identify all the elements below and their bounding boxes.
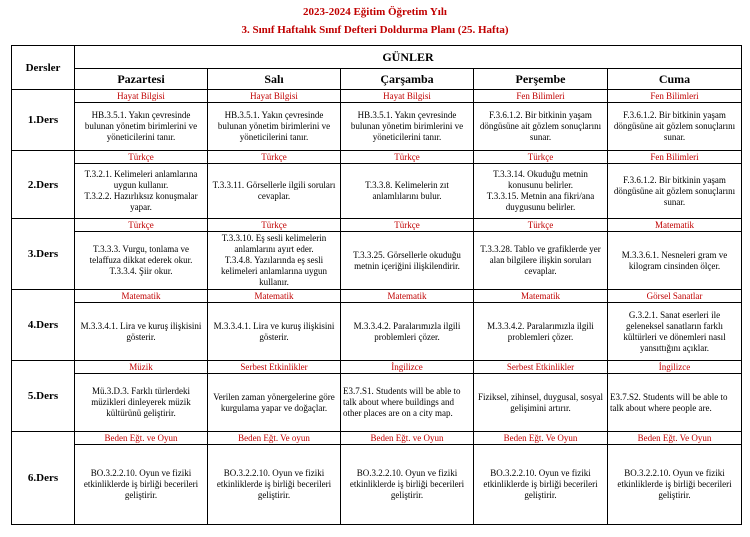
subject-label: İngilizce — [608, 361, 742, 374]
subject-label: Serbest Etkinlikler — [474, 361, 608, 374]
subject-label: Türkçe — [208, 219, 341, 232]
objective-text: T.3.3.11. Görsellerle ilgili soruları cevaplar. — [208, 164, 341, 219]
subject-row — [12, 361, 742, 374]
subject-row — [12, 432, 742, 445]
subject-row — [12, 219, 742, 232]
objective-text: E3.7.S2. Students will be able to talk about where people are. — [608, 374, 742, 432]
objective-text: F.3.6.1.2. Bir bitkinin yaşam döngüsüne ait gözlem sonuçlarını sunar. — [608, 164, 742, 219]
objective-text: T.3.3.25. Görsellerle okuduğu metnin içeriğini ilişkilendirir. — [341, 232, 474, 290]
subject-label: Türkçe — [341, 151, 474, 164]
objective-text: T.3.3.3. Vurgu, tonlama ve telaffuza dikkat ederek okur. T.3.3.4. Şiir okur. — [75, 232, 208, 290]
objective-text: T.3.3.10. Eş sesli kelimelerin anlamlarını ayırt eder. T.3.4.8. Yazılarında eş sesli kelimeleri anlamlarına uygun kullanır. — [208, 232, 341, 290]
objective-text: F.3.6.1.2. Bir bitkinin yaşam döngüsüne ait gözlem sonuçlarını sunar. — [608, 103, 742, 151]
objective-text: Fiziksel, zihinsel, duygusal, sosyal gelişimini artırır. — [474, 374, 608, 432]
objective-text: T.3.3.14. Okuduğu metnin konusunu belirler. T.3.3.15. Metnin ana fikri/ana duygusunu belirler. — [474, 164, 608, 219]
objective-text: M.3.3.6.1. Nesneleri gram ve kilogram cinsinden ölçer. — [608, 232, 742, 290]
day-header-carsamba: Çarşamba — [341, 69, 474, 90]
objective-text: Verilen zaman yönergelerine göre kurgulama yapar ve doğaçlar. — [208, 374, 341, 432]
objective-text: M.3.3.4.2. Paralarımızla ilgili problemleri çözer. — [474, 303, 608, 361]
objective-text: BO.3.2.2.10. Oyun ve fiziki etkinliklerde iş birliği becerileri geliştirir. — [208, 445, 341, 525]
day-header-sali: Salı — [208, 69, 341, 90]
lesson-label: 2.Ders — [12, 151, 75, 219]
lesson-label: 6.Ders — [12, 432, 75, 525]
objective-text: BO.3.2.2.10. Oyun ve fiziki etkinliklerde iş birliği becerileri geliştirir. — [341, 445, 474, 525]
objective-text: BO.3.2.2.10. Oyun ve fiziki etkinliklerde iş birliği becerileri geliştirir. — [75, 445, 208, 525]
lesson-label: 3.Ders — [12, 219, 75, 290]
subject-label: Beden Eğt. Ve Oyun — [474, 432, 608, 445]
description-row — [12, 374, 742, 432]
day-header-pazartesi: Pazartesi — [75, 69, 208, 90]
objective-text: T.3.2.1. Kelimeleri anlamlarına uygun kullanır. T.3.2.2. Hazırlıksız konuşmalar yapar. — [75, 164, 208, 219]
header-row-days — [12, 69, 742, 90]
objective-text: HB.3.5.1. Yakın çevresinde bulunan yönetim birimlerini ve yöneticilerini tanır. — [341, 103, 474, 151]
subject-label: Fen Bilimleri — [608, 90, 742, 103]
objective-text: M.3.3.4.2. Paralarımızla ilgili problemleri çözer. — [341, 303, 474, 361]
subject-row — [12, 151, 742, 164]
subject-label: Türkçe — [474, 151, 608, 164]
day-header-cuma: Cuma — [608, 69, 742, 90]
subject-label: Beden Eğt. ve Oyun — [75, 432, 208, 445]
objective-text: F.3.6.1.2. Bir bitkinin yaşam döngüsüne ait gözlem sonuçlarını sunar. — [474, 103, 608, 151]
subject-row — [12, 90, 742, 103]
objective-text: E3.7.S1. Students will be able to talk about where buildings and other places are on a city map. — [341, 374, 474, 432]
objective-text: Mü.3.D.3. Farklı türlerdeki müzikleri dinleyerek müzik kültürünü geliştirir. — [75, 374, 208, 432]
lesson-label: 1.Ders — [12, 90, 75, 151]
dersler-header: Dersler — [12, 46, 75, 90]
objective-text: T.3.3.8. Kelimelerin zıt anlamlılarını bulur. — [341, 164, 474, 219]
objective-text: M.3.3.4.1. Lira ve kuruş ilişkisini gösterir. — [208, 303, 341, 361]
subject-label: İngilizce — [341, 361, 474, 374]
subject-label: Görsel Sanatlar — [608, 290, 742, 303]
lesson-label: 4.Ders — [12, 290, 75, 361]
description-row — [12, 232, 742, 290]
objective-text: HB.3.5.1. Yakın çevresinde bulunan yönetim birimlerini ve yöneticilerini tanır. — [75, 103, 208, 151]
subject-label: Beden Eğt. Ve Oyun — [608, 432, 742, 445]
description-row — [12, 164, 742, 219]
description-row — [12, 303, 742, 361]
objective-text: G.3.2.1. Sanat eserleri ile geleneksel sanatların farklı kültürleri ve dönemleri nasıl yansıttığını açıklar. — [608, 303, 742, 361]
description-row — [12, 103, 742, 151]
subject-label: Serbest Etkinlikler — [208, 361, 341, 374]
subject-label: Türkçe — [75, 219, 208, 232]
document-subtitle: 3. Sınıf Haftalık Sınıf Defteri Doldurma Planı (25. Hafta) — [241, 24, 509, 36]
subject-label: Hayat Bilgisi — [208, 90, 341, 103]
subject-label: Beden Eğt. ve Oyun — [341, 432, 474, 445]
subject-label: Matematik — [208, 290, 341, 303]
lesson-label: 5.Ders — [12, 361, 75, 432]
objective-text: BO.3.2.2.10. Oyun ve fiziki etkinliklerde iş birliği becerileri geliştirir. — [608, 445, 742, 525]
objective-text: T.3.3.28. Tablo ve grafiklerde yer alan bilgilere ilişkin soruları cevaplar. — [474, 232, 608, 290]
objective-text: BO.3.2.2.10. Oyun ve fiziki etkinliklerde iş birliği becerileri geliştirir. — [474, 445, 608, 525]
plan-body — [12, 90, 742, 525]
subject-label: Matematik — [474, 290, 608, 303]
gunler-header: GÜNLER — [75, 46, 742, 69]
titles-block — [0, 0, 750, 38]
objective-text: M.3.3.4.1. Lira ve kuruş ilişkisini gösterir. — [75, 303, 208, 361]
subject-label: Hayat Bilgisi — [75, 90, 208, 103]
subject-label: Matematik — [75, 290, 208, 303]
description-row — [12, 445, 742, 525]
subject-label: Türkçe — [341, 219, 474, 232]
subject-label: Türkçe — [75, 151, 208, 164]
subject-label: Matematik — [608, 219, 742, 232]
subject-label: Müzik — [75, 361, 208, 374]
subject-label: Matematik — [341, 290, 474, 303]
day-header-persembe: Perşembe — [474, 69, 608, 90]
document-title: 2023-2024 Eğitim Öğretim Yılı — [303, 6, 447, 18]
subject-label: Türkçe — [474, 219, 608, 232]
subject-label: Türkçe — [208, 151, 341, 164]
subject-label: Fen Bilimleri — [474, 90, 608, 103]
subject-label: Fen Bilimleri — [608, 151, 742, 164]
subject-row — [12, 290, 742, 303]
subject-label: Beden Eğt. Ve oyun — [208, 432, 341, 445]
weekly-plan-table — [11, 45, 742, 525]
header-row-gunler — [12, 46, 742, 69]
objective-text: HB.3.5.1. Yakın çevresinde bulunan yönetim birimlerini ve yöneticilerini tanır. — [208, 103, 341, 151]
subject-label: Hayat Bilgisi — [341, 90, 474, 103]
